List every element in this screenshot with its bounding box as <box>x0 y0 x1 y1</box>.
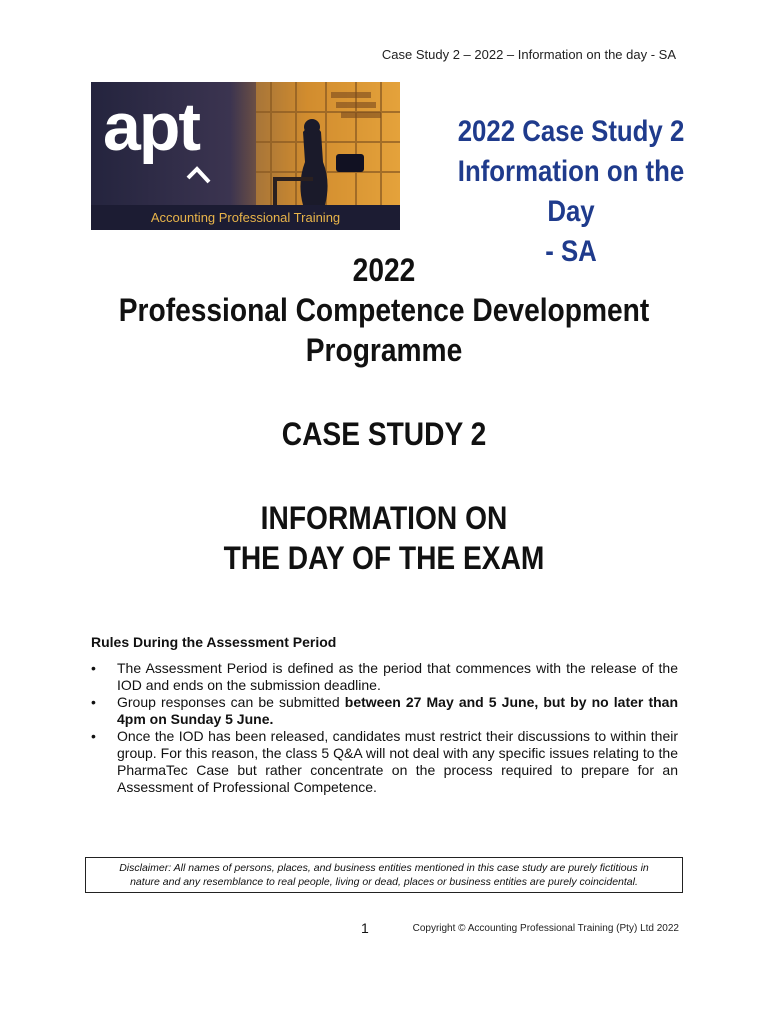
disclaimer-line: Disclaimer: All names of persons, places, and business entities mentioned in this case study are purely fictitious in <box>119 862 649 874</box>
title-iod-line: INFORMATION ON <box>260 500 508 536</box>
side-title-line: Information on the Day <box>457 155 685 228</box>
bullet-icon: • <box>91 660 96 676</box>
copyright-notice: Copyright © Accounting Professional Training (Pty) Ltd 2022 <box>412 923 679 934</box>
bullet-icon: • <box>91 728 96 744</box>
title-iod-line: THE DAY OF THE EXAM <box>223 540 545 576</box>
rules-list-item <box>91 660 678 694</box>
title-iod <box>46 498 722 578</box>
side-title <box>433 112 710 272</box>
logo-caret-icon <box>185 160 213 188</box>
title-programme-line: Programme <box>305 332 463 368</box>
rules-item-text: Once the IOD has been released, candidates must restrict their discussions to within their group. For this reason, the class 5 Q&A will not deal with any specific issues relating to the PharmaTec Case but rather concentrate on the process required to prepare for an Assessment of Professional Competence. <box>117 728 678 795</box>
title-programme-line: Professional Competence Development <box>118 292 650 328</box>
logo-tagline: Accounting Professional Training <box>91 205 400 230</box>
side-title-line: 2022 Case Study 2 <box>457 115 685 148</box>
apt-logo <box>91 82 400 230</box>
page-number: 1 <box>361 920 369 936</box>
running-header: Case Study 2 – 2022 – Information on the day - SA <box>381 47 676 62</box>
rules-list <box>91 660 678 796</box>
disclaimer-line: nature and any resemblance to real people, living or dead, places or business entities are purely coincidental. <box>130 876 638 888</box>
disclaimer-box <box>85 857 683 893</box>
logo-brand-text: apt <box>103 89 199 165</box>
title-case-study: CASE STUDY 2 <box>281 416 487 452</box>
rules-list-item <box>91 694 678 728</box>
title-year: 2022 <box>352 252 416 288</box>
rules-list-item <box>91 728 678 796</box>
rules-item-bold-text: between 27 May and 5 June, but by no later than 4pm on Sunday 5 June. <box>117 694 678 727</box>
rules-heading: Rules During the Assessment Period <box>91 634 337 650</box>
side-title-line: - SA <box>545 235 597 268</box>
rules-item-text: The Assessment Period is defined as the period that commences with the release of the IOD and ends on the submission deadline. <box>117 660 678 693</box>
title-programme <box>46 290 722 370</box>
bullet-icon: • <box>91 694 96 710</box>
rules-item-text: Group responses can be submitted <box>117 694 345 710</box>
